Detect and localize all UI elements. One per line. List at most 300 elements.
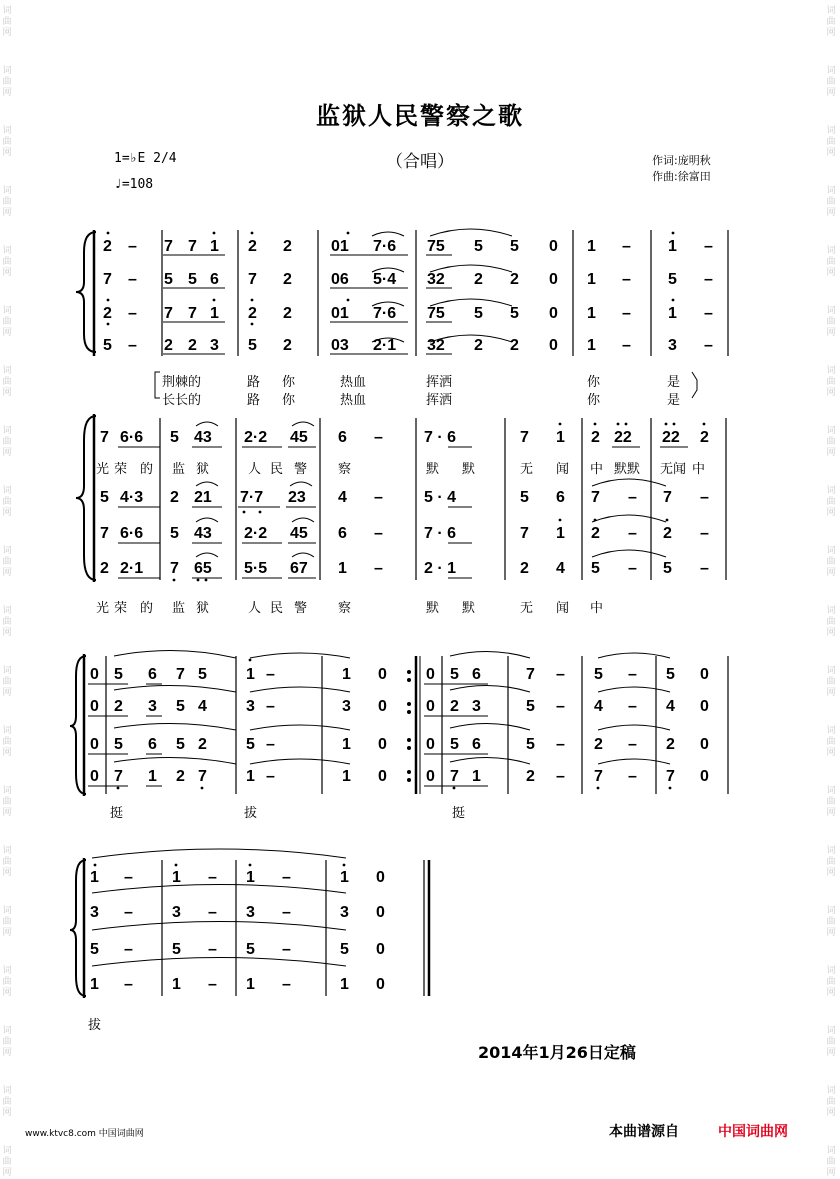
svg-text:2·1: 2·1: [373, 337, 397, 354]
lyric-s2-bottom-1: 光: [96, 601, 110, 616]
svg-text:2: 2: [666, 736, 675, 753]
svg-text:2: 2: [510, 337, 519, 354]
svg-text:7: 7: [164, 305, 173, 322]
svg-text:5: 5: [591, 560, 600, 577]
svg-text:2: 2: [526, 768, 535, 785]
svg-text:0: 0: [426, 666, 435, 683]
svg-text:32: 32: [427, 271, 445, 288]
svg-text:5: 5: [594, 666, 603, 683]
watermark-mark: 词 曲 网: [826, 666, 836, 698]
svg-text:–: –: [124, 904, 133, 921]
svg-text:7: 7: [526, 666, 535, 683]
lyric-s1-v2-6: 你: [587, 393, 601, 408]
watermark-mark: 词 曲 网: [826, 726, 836, 758]
lyric-s1-v2-2: 路: [247, 393, 261, 408]
watermark-mark: 词 曲 网: [2, 126, 12, 158]
watermark-mark: 词 曲 网: [826, 6, 836, 38]
lyric-s1-v2-7: 是: [667, 393, 681, 408]
svg-text:5: 5: [172, 941, 181, 958]
svg-text:3: 3: [246, 698, 255, 715]
svg-text:–: –: [208, 976, 217, 993]
lyric-s2-bottom-9: 察: [338, 601, 352, 616]
subtitle: （合唱）: [386, 152, 454, 172]
svg-text:6: 6: [338, 525, 347, 542]
svg-text:0: 0: [378, 768, 387, 785]
lyric-s1-v1-5: 挥洒: [426, 375, 453, 390]
lyric-s2-top-3: 的: [140, 462, 154, 477]
svg-text:7: 7: [520, 525, 529, 542]
svg-text:2: 2: [283, 305, 292, 322]
svg-text:5: 5: [114, 666, 123, 683]
svg-text:67: 67: [290, 560, 308, 577]
lyric-s2-bottom-8: 警: [294, 601, 308, 616]
system-1-row-1: [103, 238, 713, 255]
watermark-mark: 词 曲 网: [2, 726, 12, 758]
svg-text:7: 7: [176, 666, 185, 683]
lyric-s1-v1-2: 路: [247, 375, 261, 390]
svg-text:01: 01: [331, 238, 349, 255]
svg-text:7: 7: [594, 768, 603, 785]
watermark-mark: 词 曲 网: [826, 426, 836, 458]
svg-text:6: 6: [148, 666, 157, 683]
svg-text:3: 3: [210, 337, 219, 354]
svg-text:1: 1: [246, 869, 255, 886]
svg-text:06: 06: [331, 271, 349, 288]
watermark-mark: 词 曲 网: [2, 966, 12, 998]
svg-text:–: –: [628, 768, 637, 785]
svg-text:43: 43: [194, 429, 212, 446]
svg-text:6: 6: [472, 736, 481, 753]
lyric-s2-top-2: 荣: [114, 462, 128, 477]
watermark-mark: 词 曲 网: [826, 1146, 836, 1178]
lyric-s2-top-15: 默默: [614, 462, 641, 477]
svg-text:01: 01: [331, 305, 349, 322]
svg-text:–: –: [628, 489, 637, 506]
svg-text:2: 2: [103, 305, 112, 322]
svg-text:0: 0: [700, 768, 709, 785]
svg-text:1: 1: [668, 238, 677, 255]
svg-text:2: 2: [283, 271, 292, 288]
svg-text:0: 0: [376, 976, 385, 993]
svg-text:1: 1: [246, 666, 255, 683]
svg-text:–: –: [700, 489, 709, 506]
svg-text:–: –: [266, 768, 275, 785]
svg-text:2: 2: [700, 429, 709, 446]
svg-text:4: 4: [666, 698, 675, 715]
lyric-s2-bottom-14: 中: [590, 601, 604, 616]
svg-text:–: –: [704, 238, 713, 255]
lyric-s2-top-6: 人: [248, 462, 262, 477]
svg-text:2: 2: [283, 337, 292, 354]
svg-text:5: 5: [170, 525, 179, 542]
lyric-s1-v1-4: 热血: [340, 375, 367, 390]
lyric-s1-v2-1: 长长的: [162, 393, 202, 408]
svg-text:1: 1: [342, 666, 351, 683]
system-3: [70, 650, 728, 796]
lyric-s1-v1-1: 荆棘的: [162, 375, 202, 390]
svg-text:2: 2: [591, 429, 600, 446]
watermark-mark: 词 曲 网: [826, 306, 836, 338]
svg-text:1: 1: [172, 976, 181, 993]
svg-text:–: –: [374, 525, 383, 542]
svg-text:0: 0: [549, 305, 558, 322]
svg-text:1: 1: [556, 429, 565, 446]
lyric-s2-bottom-12: 无: [520, 601, 534, 616]
svg-text:5·4: 5·4: [373, 271, 397, 288]
svg-text:3: 3: [90, 904, 99, 921]
svg-text:7: 7: [170, 560, 179, 577]
watermark-mark: 词 曲 网: [2, 186, 12, 218]
svg-text:6: 6: [556, 489, 565, 506]
svg-text:–: –: [628, 525, 637, 542]
lyric-s2-top-4: 监: [172, 462, 186, 477]
watermark-mark: 词 曲 网: [826, 1086, 836, 1118]
lyric-s4-1: 拔: [88, 1018, 102, 1033]
composer-credit: 作曲:徐富田: [652, 170, 711, 183]
watermark-mark: 词 曲 网: [2, 1146, 12, 1178]
svg-text:–: –: [374, 560, 383, 577]
svg-text:5: 5: [170, 429, 179, 446]
svg-text:2·2: 2·2: [244, 525, 268, 542]
lyric-s1-v1-3: 你: [282, 375, 296, 390]
svg-text:–: –: [374, 489, 383, 506]
footer-site[interactable]: www.ktvc8.com 中国词曲网: [25, 1129, 144, 1139]
svg-text:1: 1: [172, 869, 181, 886]
svg-text:23: 23: [288, 489, 306, 506]
footer-source-label: 本曲谱源自: [609, 1124, 679, 1140]
svg-text:5: 5: [176, 736, 185, 753]
watermark-mark: 词 曲 网: [2, 1086, 12, 1118]
svg-text:2: 2: [594, 736, 603, 753]
svg-text:–: –: [556, 666, 565, 683]
key-signature: 1=♭E 2/4: [114, 151, 177, 166]
svg-text:5: 5: [526, 736, 535, 753]
svg-text:7: 7: [103, 271, 112, 288]
svg-text:–: –: [128, 337, 137, 354]
svg-text:5: 5: [510, 238, 519, 255]
svg-text:1: 1: [246, 768, 255, 785]
svg-text:5: 5: [198, 666, 207, 683]
svg-text:1: 1: [338, 560, 347, 577]
svg-text:65: 65: [194, 560, 212, 577]
svg-text:43: 43: [194, 525, 212, 542]
watermark-mark: 词 曲 网: [826, 486, 836, 518]
lyric-s2-top-1: 光: [96, 462, 110, 477]
svg-text:1: 1: [587, 305, 596, 322]
svg-text:75: 75: [427, 305, 445, 322]
svg-text:0: 0: [90, 698, 99, 715]
lyric-s2-top-14: 中: [590, 462, 604, 477]
lyric-s2-top-11: 默: [462, 462, 476, 477]
system-1-row-3: [103, 305, 713, 322]
svg-text:5·5: 5·5: [244, 560, 268, 577]
watermark-mark: 词 曲 网: [826, 1026, 836, 1058]
svg-text:7: 7: [198, 768, 207, 785]
svg-text:2: 2: [520, 560, 529, 577]
watermark-mark: 词 曲 网: [2, 906, 12, 938]
lyric-s3-3: 挺: [452, 806, 466, 821]
svg-text:5: 5: [90, 941, 99, 958]
svg-text:0: 0: [700, 698, 709, 715]
svg-text:1: 1: [342, 768, 351, 785]
svg-text:–: –: [622, 305, 631, 322]
svg-text:5: 5: [450, 736, 459, 753]
svg-text:75: 75: [427, 238, 445, 255]
svg-text:0: 0: [90, 736, 99, 753]
watermark-mark: 词 曲 网: [2, 546, 12, 578]
lyric-s2-bottom-7: 民: [270, 601, 284, 616]
svg-text:5: 5: [100, 489, 109, 506]
svg-text:0: 0: [700, 736, 709, 753]
svg-text:7 · 6: 7 · 6: [424, 429, 457, 446]
svg-text:5: 5: [246, 736, 255, 753]
watermark-mark: 词 曲 网: [2, 66, 12, 98]
watermark-mark: 词 曲 网: [826, 906, 836, 938]
svg-text:1: 1: [210, 305, 219, 322]
lyric-s1-v2-3: 你: [282, 393, 296, 408]
svg-text:5: 5: [248, 337, 257, 354]
svg-text:–: –: [282, 941, 291, 958]
svg-text:–: –: [266, 698, 275, 715]
svg-text:4: 4: [338, 489, 347, 506]
watermark-mark: 词 曲 网: [826, 606, 836, 638]
system-1-row-4: [103, 337, 713, 354]
svg-text:7: 7: [248, 271, 257, 288]
svg-text:03: 03: [331, 337, 349, 354]
lyric-s2-top-5: 狱: [196, 462, 210, 477]
svg-text:6·6: 6·6: [120, 429, 144, 446]
svg-text:–: –: [208, 941, 217, 958]
svg-text:2: 2: [164, 337, 173, 354]
svg-text:5: 5: [666, 666, 675, 683]
lyric-s2-bottom-11: 默: [462, 601, 476, 616]
system-4: [70, 849, 429, 998]
svg-text:45: 45: [290, 429, 308, 446]
svg-text:2: 2: [510, 271, 519, 288]
svg-text:1: 1: [90, 869, 99, 886]
finalized-date: 2014年1月26日定稿: [478, 1043, 636, 1062]
svg-text:1: 1: [472, 768, 481, 785]
svg-text:6: 6: [472, 666, 481, 683]
svg-text:2: 2: [114, 698, 123, 715]
svg-text:4: 4: [198, 698, 207, 715]
svg-text:5: 5: [450, 666, 459, 683]
svg-text:–: –: [208, 869, 217, 886]
svg-text:5: 5: [176, 698, 185, 715]
svg-text:6: 6: [210, 271, 219, 288]
svg-text:1: 1: [246, 976, 255, 993]
svg-text:5: 5: [668, 271, 677, 288]
svg-text:–: –: [124, 976, 133, 993]
svg-text:7: 7: [114, 768, 123, 785]
svg-text:1: 1: [556, 525, 565, 542]
watermark-mark: 词 曲 网: [826, 846, 836, 878]
svg-text:5: 5: [340, 941, 349, 958]
svg-text:7: 7: [188, 238, 197, 255]
svg-text:1: 1: [668, 305, 677, 322]
svg-text:1: 1: [210, 238, 219, 255]
lyricist-credit: 作词:庞明秋: [652, 154, 711, 167]
tempo-marking: ♩=108: [114, 177, 154, 192]
svg-text:21: 21: [194, 489, 212, 506]
lyric-s2-bottom-6: 人: [248, 601, 262, 616]
lyric-s2-top-10: 默: [426, 462, 440, 477]
svg-text:–: –: [622, 238, 631, 255]
svg-text:–: –: [704, 337, 713, 354]
svg-text:1: 1: [342, 736, 351, 753]
svg-text:2: 2: [198, 736, 207, 753]
svg-text:–: –: [128, 271, 137, 288]
svg-text:5: 5: [188, 271, 197, 288]
svg-text:6·6: 6·6: [120, 525, 144, 542]
svg-text:7: 7: [666, 768, 675, 785]
svg-text:7·7: 7·7: [240, 489, 264, 506]
watermark-mark: 词 曲 网: [2, 606, 12, 638]
watermark-mark: 词 曲 网: [826, 546, 836, 578]
watermark-mark: 词 曲 网: [2, 366, 12, 398]
svg-text:2·2: 2·2: [244, 429, 268, 446]
svg-text:7: 7: [663, 489, 672, 506]
svg-text:2: 2: [170, 489, 179, 506]
svg-text:1: 1: [90, 976, 99, 993]
svg-text:7 · 6: 7 · 6: [424, 525, 457, 542]
system-2: [76, 414, 726, 582]
watermark-mark: 词 曲 网: [2, 666, 12, 698]
lyric-s2-top-13: 闻: [556, 462, 570, 477]
svg-text:–: –: [128, 238, 137, 255]
svg-text:7·6: 7·6: [373, 305, 397, 322]
svg-text:–: –: [704, 305, 713, 322]
svg-text:–: –: [622, 271, 631, 288]
svg-text:0: 0: [549, 337, 558, 354]
svg-text:5: 5: [103, 337, 112, 354]
svg-text:1: 1: [148, 768, 157, 785]
svg-text:2: 2: [283, 238, 292, 255]
system-1-row-2: [103, 271, 713, 288]
watermark-mark: 词 曲 网: [2, 306, 12, 338]
svg-text:7: 7: [100, 525, 109, 542]
lyric-s2-top-16: 无闻: [660, 462, 687, 477]
svg-text:0: 0: [378, 698, 387, 715]
lyric-s2-top-12: 无: [520, 462, 534, 477]
svg-text:0: 0: [90, 666, 99, 683]
svg-text:–: –: [266, 666, 275, 683]
svg-text:–: –: [704, 271, 713, 288]
watermark-mark: 词 曲 网: [2, 486, 12, 518]
lyric-s2-top-17: 中: [692, 462, 706, 477]
svg-text:0: 0: [426, 768, 435, 785]
svg-text:2·1: 2·1: [120, 560, 144, 577]
svg-text:7: 7: [450, 768, 459, 785]
svg-text:2: 2: [474, 271, 483, 288]
svg-text:6: 6: [338, 429, 347, 446]
svg-text:5: 5: [526, 698, 535, 715]
lyric-s1-v1-7: 是: [667, 375, 681, 390]
svg-text:7: 7: [591, 489, 600, 506]
svg-text:7: 7: [520, 429, 529, 446]
svg-text:–: –: [556, 698, 565, 715]
svg-text:1: 1: [587, 271, 596, 288]
lyric-s3-1: 挺: [110, 806, 124, 821]
footer-source-name[interactable]: 中国词曲网: [718, 1124, 788, 1140]
svg-text:3: 3: [472, 698, 481, 715]
lyric-s2-bottom-3: 的: [140, 601, 154, 616]
svg-text:0: 0: [426, 698, 435, 715]
svg-text:45: 45: [290, 525, 308, 542]
svg-text:–: –: [124, 869, 133, 886]
svg-text:2: 2: [474, 337, 483, 354]
watermark-mark: 词 曲 网: [2, 246, 12, 278]
svg-text:–: –: [374, 429, 383, 446]
svg-text:1: 1: [587, 337, 596, 354]
svg-text:–: –: [282, 869, 291, 886]
svg-text:0: 0: [378, 666, 387, 683]
svg-text:3: 3: [172, 904, 181, 921]
watermark-mark: 词 曲 网: [826, 66, 836, 98]
watermark-mark: 词 曲 网: [2, 786, 12, 818]
svg-text:1: 1: [587, 238, 596, 255]
svg-text:0: 0: [376, 941, 385, 958]
watermark-mark: 词 曲 网: [2, 6, 12, 38]
watermark-mark: 词 曲 网: [826, 966, 836, 998]
lyric-s1-v2-5: 挥洒: [426, 393, 453, 408]
svg-text:5: 5: [510, 305, 519, 322]
watermark-mark: 词 曲 网: [2, 1026, 12, 1058]
svg-text:4·3: 4·3: [120, 489, 144, 506]
svg-text:–: –: [282, 904, 291, 921]
svg-text:5: 5: [520, 489, 529, 506]
watermark-mark: 词 曲 网: [2, 846, 12, 878]
svg-text:0: 0: [376, 869, 385, 886]
svg-text:5: 5: [164, 271, 173, 288]
svg-text:–: –: [628, 560, 637, 577]
svg-text:4: 4: [594, 698, 603, 715]
svg-text:4: 4: [556, 560, 565, 577]
svg-text:3: 3: [148, 698, 157, 715]
svg-text:32: 32: [427, 337, 445, 354]
svg-text:–: –: [628, 666, 637, 683]
svg-text:2: 2: [103, 238, 112, 255]
svg-text:1: 1: [340, 869, 349, 886]
svg-text:5: 5: [663, 560, 672, 577]
watermark-mark: 词 曲 网: [826, 186, 836, 218]
svg-text:5: 5: [474, 238, 483, 255]
svg-text:–: –: [124, 941, 133, 958]
lyric-s2-top-8: 警: [294, 462, 308, 477]
svg-text:–: –: [208, 904, 217, 921]
svg-text:2: 2: [248, 238, 257, 255]
svg-text:3: 3: [246, 904, 255, 921]
lyric-s1-v2-4: 热血: [340, 393, 367, 408]
svg-text:0: 0: [700, 666, 709, 683]
lyric-s1-v1-6: 你: [587, 375, 601, 390]
svg-text:5: 5: [246, 941, 255, 958]
svg-text:–: –: [556, 736, 565, 753]
lyric-s2-bottom-2: 荣: [114, 601, 128, 616]
svg-text:2: 2: [100, 560, 109, 577]
watermark-mark: 词 曲 网: [2, 426, 12, 458]
svg-text:2: 2: [591, 525, 600, 542]
svg-text:–: –: [128, 305, 137, 322]
svg-text:–: –: [700, 525, 709, 542]
svg-text:0: 0: [376, 904, 385, 921]
page-title: 监狱人民警察之歌: [316, 101, 524, 130]
svg-text:–: –: [282, 976, 291, 993]
lyric-s2-bottom-13: 闻: [556, 601, 570, 616]
svg-text:2: 2: [248, 305, 257, 322]
svg-text:–: –: [628, 698, 637, 715]
svg-text:22: 22: [662, 429, 680, 446]
